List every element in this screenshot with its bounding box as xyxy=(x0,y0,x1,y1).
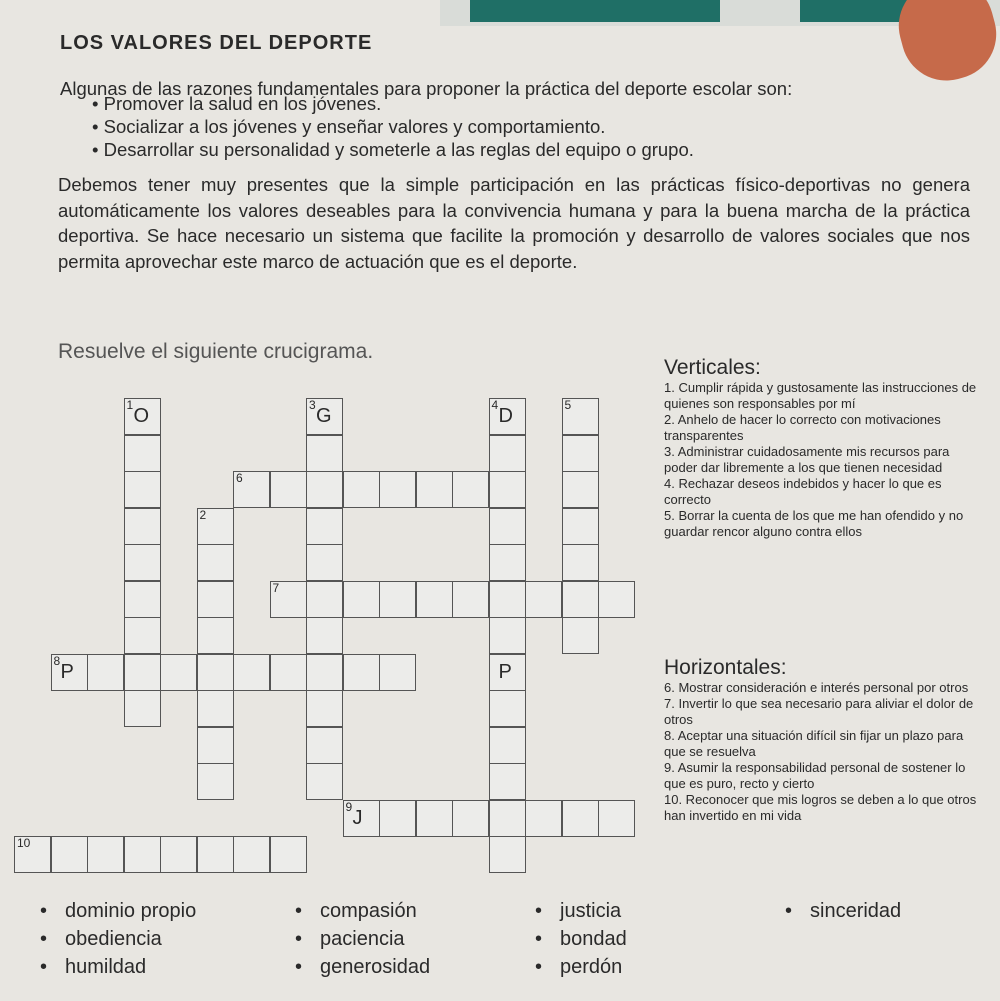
clue: 2. Anhelo de hacer lo correcto con motivaciones transparentes xyxy=(664,412,941,443)
clue-number: 5 xyxy=(564,398,572,412)
horizontal-heading: Horizontales: xyxy=(664,656,787,679)
crossword-cell[interactable] xyxy=(124,544,161,581)
vertical-clues xyxy=(664,356,986,540)
crossword-cell[interactable] xyxy=(197,508,234,545)
crossword-cell[interactable] xyxy=(416,800,453,837)
crossword-cell[interactable] xyxy=(197,654,234,691)
crossword-cell[interactable] xyxy=(197,763,234,800)
reason-item: • Promover la salud en los jóvenes. xyxy=(92,92,694,115)
crossword-cell[interactable] xyxy=(416,471,453,508)
crossword-cell[interactable] xyxy=(489,690,526,727)
crossword-cell[interactable] xyxy=(306,471,343,508)
crossword-cell[interactable] xyxy=(452,800,489,837)
crossword-cell[interactable] xyxy=(124,508,161,545)
word-bank-item: • dominio propio xyxy=(40,900,196,923)
given-letter: P xyxy=(498,660,512,683)
crossword-cell[interactable] xyxy=(124,617,161,654)
crossword-cell[interactable] xyxy=(489,435,526,472)
intro-text: Algunas de las razones fundamentales para proponer la práctica del deporte escolar son: xyxy=(60,78,793,99)
crossword-cell[interactable] xyxy=(124,581,161,618)
given-letter: D xyxy=(498,405,513,427)
given-letter: O xyxy=(133,405,150,427)
crossword-cell[interactable] xyxy=(306,544,343,581)
crossword-cell[interactable] xyxy=(124,836,161,873)
crossword-cell[interactable] xyxy=(489,836,526,873)
clue-number: 2 xyxy=(199,507,207,522)
word-bank-item: • sinceridad xyxy=(785,900,901,923)
crossword-cell[interactable] xyxy=(233,836,270,873)
crossword-cell[interactable] xyxy=(489,763,526,800)
finger-decoration xyxy=(889,0,1000,91)
crossword-cell[interactable] xyxy=(562,617,599,654)
crossword-cell[interactable] xyxy=(270,836,307,873)
crossword-cell[interactable] xyxy=(14,836,51,873)
crossword-cell[interactable] xyxy=(525,800,562,837)
crossword-cell[interactable] xyxy=(197,690,234,727)
crossword-cell[interactable] xyxy=(452,581,489,618)
crossword-cell[interactable] xyxy=(452,471,489,508)
teal-decoration xyxy=(470,0,720,22)
crossword-cell[interactable] xyxy=(379,654,416,691)
crossword-cell[interactable] xyxy=(562,544,599,581)
crossword-cell[interactable] xyxy=(233,654,270,691)
clue-number: 3 xyxy=(309,398,316,412)
crossword-cell[interactable] xyxy=(562,800,599,837)
clue: 10. Reconocer que mis logros se deben a lo que otros han invertido en mi vida xyxy=(664,792,977,823)
crossword-cell[interactable] xyxy=(489,544,526,581)
crossword-cell[interactable] xyxy=(489,508,526,545)
crossword-cell[interactable] xyxy=(124,471,161,508)
word-bank-item: • justicia xyxy=(535,900,621,923)
clue: 9. Asumir la responsabilidad personal de sostener lo que es puro, recto y cierto xyxy=(664,760,966,791)
crossword-cell[interactable] xyxy=(489,398,526,435)
crossword-cell[interactable] xyxy=(51,836,88,873)
crossword-cell[interactable] xyxy=(562,435,599,472)
given-letter: G xyxy=(316,405,332,427)
instruction: Resuelve el siguiente crucigrama. xyxy=(58,340,374,363)
crossword-cell[interactable] xyxy=(562,398,599,435)
crossword-cell[interactable] xyxy=(197,727,234,764)
clue-number: 6 xyxy=(236,471,243,485)
clue: 8. Aceptar una situación difícil sin fijar un plazo para que se resuelva xyxy=(664,728,964,759)
crossword-cell[interactable] xyxy=(489,617,526,654)
word-bank-item: • perdón xyxy=(535,956,622,979)
crossword-cell[interactable] xyxy=(379,800,416,837)
crossword-cell[interactable] xyxy=(197,544,234,581)
clue: 7. Invertir lo que sea necesario para aliviar el dolor de otros xyxy=(664,696,974,727)
crossword-cell[interactable] xyxy=(489,727,526,764)
clue: 4. Rechazar deseos indebidos y hacer lo que es correcto xyxy=(664,476,942,507)
crossword-cell[interactable] xyxy=(270,471,307,508)
given-letter: J xyxy=(352,806,363,829)
crossword-cell[interactable] xyxy=(306,508,343,545)
crossword-cell[interactable] xyxy=(343,581,380,618)
word-bank-item: • bondad xyxy=(535,928,627,951)
crossword-cell[interactable] xyxy=(379,471,416,508)
crossword-cell[interactable] xyxy=(598,800,635,837)
crossword-cell[interactable] xyxy=(124,435,161,472)
crossword-cell[interactable] xyxy=(306,727,343,764)
crossword-cell[interactable] xyxy=(124,398,161,435)
crossword-cell[interactable] xyxy=(489,800,526,837)
page-title: LOS VALORES DEL DEPORTE xyxy=(60,32,373,54)
crossword-cell[interactable] xyxy=(489,581,526,618)
given-letter: P xyxy=(60,660,74,683)
crossword-cell[interactable] xyxy=(160,654,197,691)
crossword-cell[interactable] xyxy=(124,690,161,727)
crossword-cell[interactable] xyxy=(489,654,526,691)
crossword-cell[interactable] xyxy=(489,471,526,508)
clue-number: 7 xyxy=(272,580,280,595)
clue: 5. Borrar la cuenta de los que me han ofendido y no guardar rencor alguno contra ellos xyxy=(664,508,964,539)
word-bank-item: • obediencia xyxy=(40,928,162,951)
clue-number: 9 xyxy=(345,799,353,814)
word-bank-item: • humildad xyxy=(40,956,146,979)
vertical-heading: Verticales: xyxy=(664,356,761,379)
clue: 1. Cumplir rápida y gustosamente las instrucciones de quienes son responsables por mí xyxy=(664,380,977,411)
clue-number: 8 xyxy=(53,653,61,668)
reason-item: • Desarrollar su personalidad y someterle a las reglas del equipo o grupo. xyxy=(92,138,694,161)
clue: 3. Administrar cuidadosamente mis recursos para poder dar libremente a los que tienen necesidad xyxy=(664,444,950,475)
crossword-cell[interactable] xyxy=(87,836,124,873)
crossword-cell[interactable] xyxy=(306,654,343,691)
crossword-cell[interactable] xyxy=(197,836,234,873)
crossword-cell[interactable] xyxy=(124,654,161,691)
clue-number: 10 xyxy=(17,836,31,850)
crossword-cell[interactable] xyxy=(233,471,270,508)
crossword-cell[interactable] xyxy=(525,581,562,618)
clue: 6. Mostrar consideración e interés personal por otros xyxy=(664,680,969,695)
crossword-cell[interactable] xyxy=(197,581,234,618)
crossword-cell[interactable] xyxy=(379,581,416,618)
reason-item: • Socializar a los jóvenes y enseñar valores y comportamiento. xyxy=(92,115,694,138)
crossword-cell[interactable] xyxy=(306,690,343,727)
word-bank-item: • generosidad xyxy=(295,956,430,979)
word-bank-item: • compasión xyxy=(295,900,417,923)
reasons-list xyxy=(92,92,694,161)
clue-number: 1 xyxy=(126,398,134,412)
crossword-cell[interactable] xyxy=(306,763,343,800)
crossword-cell[interactable] xyxy=(343,471,380,508)
crossword-cell[interactable] xyxy=(343,800,380,837)
body-paragraph: Debemos tener muy presentes que la simple participación en las prácticas físico-deportivas no genera automáticamente los valores deseables para la convivencia humana y para la buena marcha de la práctica deportiva. Se hace necesario un sistema que facilite la promoción y desarrollo de valores sociales que nos permita aprovechar este marco de actuación que es el deporte. xyxy=(58,174,970,272)
clue-number: 4 xyxy=(491,398,499,412)
crossword-cell[interactable] xyxy=(598,581,635,618)
horizontal-clues xyxy=(664,656,986,824)
crossword-cell[interactable] xyxy=(87,654,124,691)
crossword-cell[interactable] xyxy=(562,471,599,508)
crossword-cell[interactable] xyxy=(416,581,453,618)
crossword-cell[interactable] xyxy=(343,654,380,691)
crossword-cell[interactable] xyxy=(306,435,343,472)
crossword-cell[interactable] xyxy=(160,836,197,873)
crossword-cell[interactable] xyxy=(306,398,343,435)
word-bank-item: • paciencia xyxy=(295,928,405,951)
crossword-cell[interactable] xyxy=(306,617,343,654)
crossword-cell[interactable] xyxy=(306,581,343,618)
crossword-cell[interactable] xyxy=(562,581,599,618)
crossword-cell[interactable] xyxy=(270,654,307,691)
crossword-cell[interactable] xyxy=(51,654,88,691)
crossword-cell[interactable] xyxy=(270,581,307,618)
crossword-cell[interactable] xyxy=(197,617,234,654)
crossword-cell[interactable] xyxy=(562,508,599,545)
